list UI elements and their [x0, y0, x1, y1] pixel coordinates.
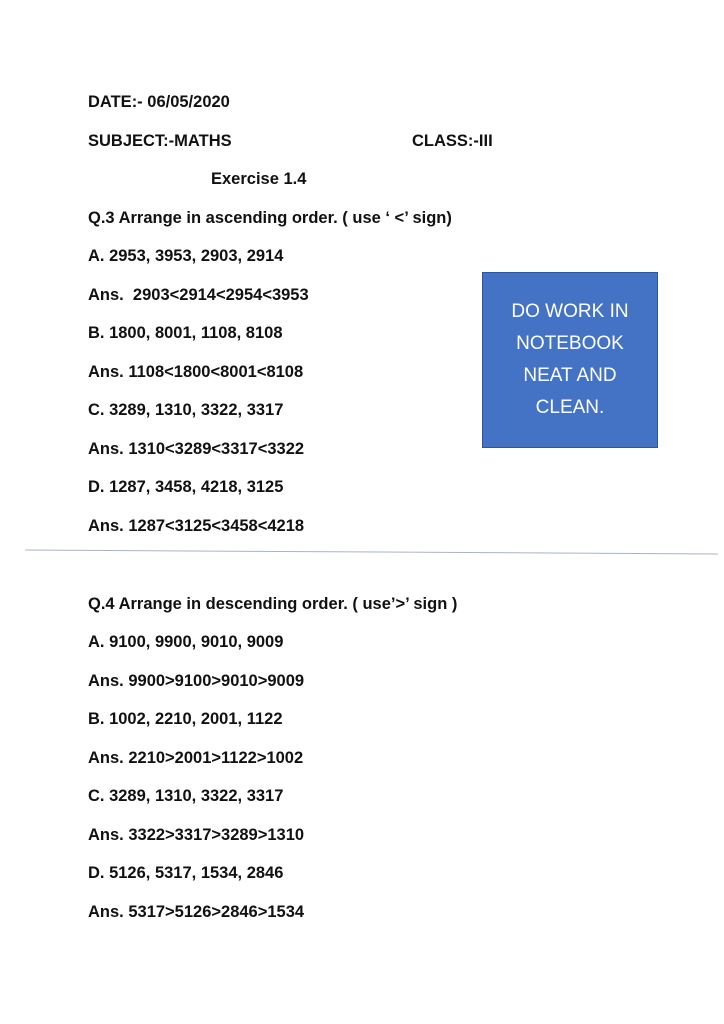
q3-item-a-question: A. 2953, 3953, 2903, 2914 [88, 247, 284, 265]
notice-line: NOTEBOOK [516, 333, 624, 354]
notice-line: CLEAN. [535, 397, 605, 418]
q4-item-a-question: A. 9100, 9900, 9010, 9009 [88, 633, 284, 651]
q3-item-d-question: D. 1287, 3458, 4218, 3125 [88, 478, 284, 496]
class-label: CLASS:-III [412, 132, 493, 150]
question-3-title: Q.3 Arrange in ascending order. ( use ‘ <’ sign) [88, 209, 452, 227]
q3-item-b-answer: Ans. 1108<1800<8001<8108 [88, 363, 304, 381]
q3-item-b-question: B. 1800, 8001, 1108, 8108 [88, 324, 283, 342]
divider-line [25, 550, 718, 554]
q4-item-b-question: B. 1002, 2210, 2001, 1122 [88, 710, 283, 728]
q4-item-c-answer: Ans. 3322>3317>3289>1310 [88, 826, 305, 844]
q4-item-d-answer: Ans. 5317>5126>2846>1534 [88, 903, 305, 921]
q4-item-c-question: C. 3289, 1310, 3322, 3317 [88, 787, 284, 805]
q4-item-a-answer: Ans. 9900>9100>9010>9009 [88, 672, 305, 690]
q4-item-d-question: D. 5126, 5317, 1534, 2846 [88, 864, 284, 882]
q3-item-d-answer: Ans. 1287<3125<3458<4218 [88, 517, 305, 535]
exercise-title: Exercise 1.4 [211, 170, 307, 188]
question-4-title: Q.4 Arrange in descending order. ( use’>’ sign ) [88, 595, 458, 613]
q3-item-c-answer: Ans. 1310<3289<3317<3322 [88, 440, 305, 458]
q3-item-a-answer: Ans. 2903<2914<2954<3953 [88, 286, 309, 304]
notice-line: NEAT AND [523, 365, 617, 386]
q4-item-b-answer: Ans. 2210>2001>1122>1002 [88, 749, 304, 767]
q3-item-c-question: C. 3289, 1310, 3322, 3317 [88, 401, 284, 419]
subject-label: SUBJECT:-MATHS [88, 132, 232, 150]
notice-line: DO WORK IN [511, 301, 629, 322]
date-label: DATE:- 06/05/2020 [88, 93, 230, 111]
